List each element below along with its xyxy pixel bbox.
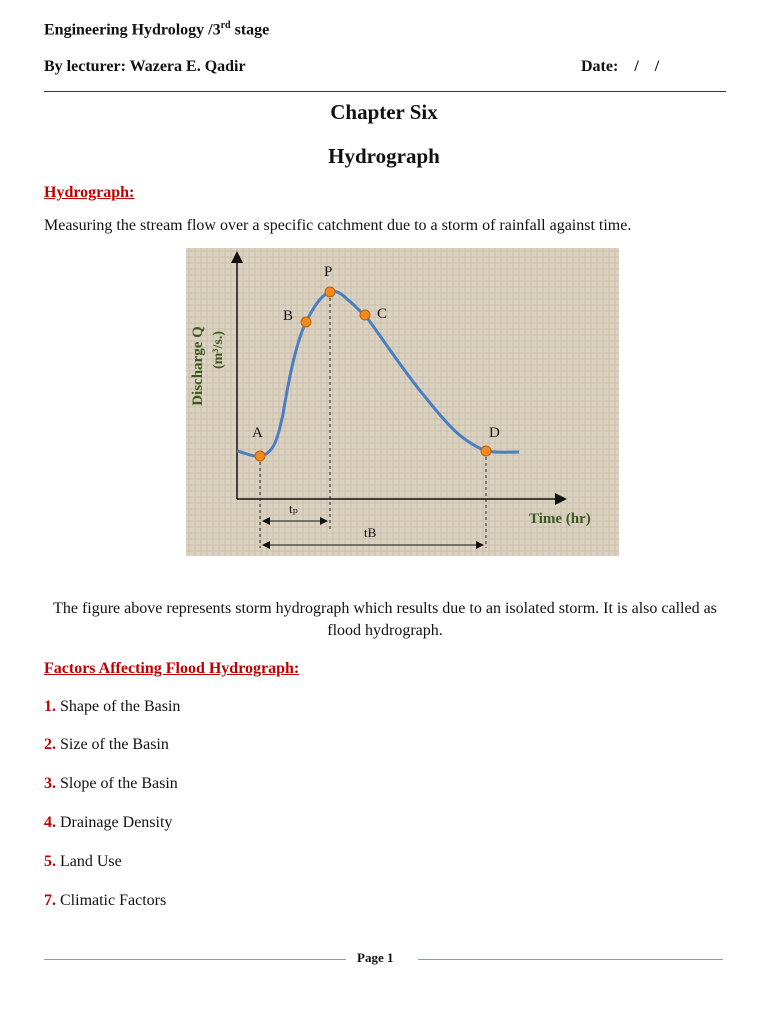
list-number: 7. (44, 892, 56, 909)
course-title: Engineering Hydrology /3rd stage (44, 20, 270, 39)
tp-label: tₚ (289, 501, 298, 516)
y-axis-label-line1: Discharge Q (190, 326, 206, 406)
point-p (325, 287, 335, 297)
list-item (44, 892, 166, 910)
figure-background (186, 248, 619, 556)
list-number: 2. (44, 736, 56, 753)
list-number: 1. (44, 698, 56, 715)
chapter-title: Chapter Six (330, 100, 438, 124)
label-c: C (377, 306, 388, 322)
topic-title: Hydrograph (328, 144, 440, 168)
hydrograph-definition: Measuring the stream flow over a specific catchment due to a storm of rainfall against time. (44, 217, 632, 234)
list-item (44, 775, 178, 793)
list-item (44, 853, 122, 871)
hydrograph-figure (186, 248, 619, 556)
label-a: A (252, 425, 263, 441)
label-p: P (324, 264, 333, 280)
point-c (360, 310, 370, 320)
label-b: B (283, 308, 294, 324)
list-item (44, 736, 169, 754)
section-heading-factors: Factors Affecting Flood Hydrograph: (44, 660, 300, 677)
figure-caption: The figure above represents storm hydrograph which results due to an isolated storm. It is also called as flood hydrograph. (53, 600, 717, 639)
footer-rule-right (418, 959, 723, 960)
x-axis-label: Time (hr) (529, 511, 591, 527)
footer-rule-left (44, 959, 346, 960)
list-text: Drainage Density (60, 814, 173, 831)
point-b (301, 317, 311, 327)
lecturer-line: By lecturer: Wazera E. Qadir (44, 58, 246, 75)
list-text: Slope of the Basin (60, 775, 178, 792)
list-number: 5. (44, 853, 56, 870)
list-text: Shape of the Basin (60, 698, 181, 715)
header-rule (44, 91, 726, 92)
point-a (255, 451, 265, 461)
list-number: 3. (44, 775, 56, 792)
tb-label: tB (364, 525, 377, 540)
list-number: 4. (44, 814, 56, 831)
list-text: Size of the Basin (60, 736, 169, 753)
list-item (44, 698, 180, 716)
list-text: Climatic Factors (60, 892, 167, 909)
list-text: Land Use (60, 853, 122, 870)
label-d: D (489, 425, 500, 441)
section-heading-hydrograph: Hydrograph: (44, 184, 135, 201)
date-field: Date: / / (581, 58, 660, 75)
list-item (44, 814, 172, 832)
page-number: Page 1 (357, 950, 394, 965)
y-axis-label-line2: (m³/s.) (211, 330, 226, 370)
point-d (481, 446, 491, 456)
